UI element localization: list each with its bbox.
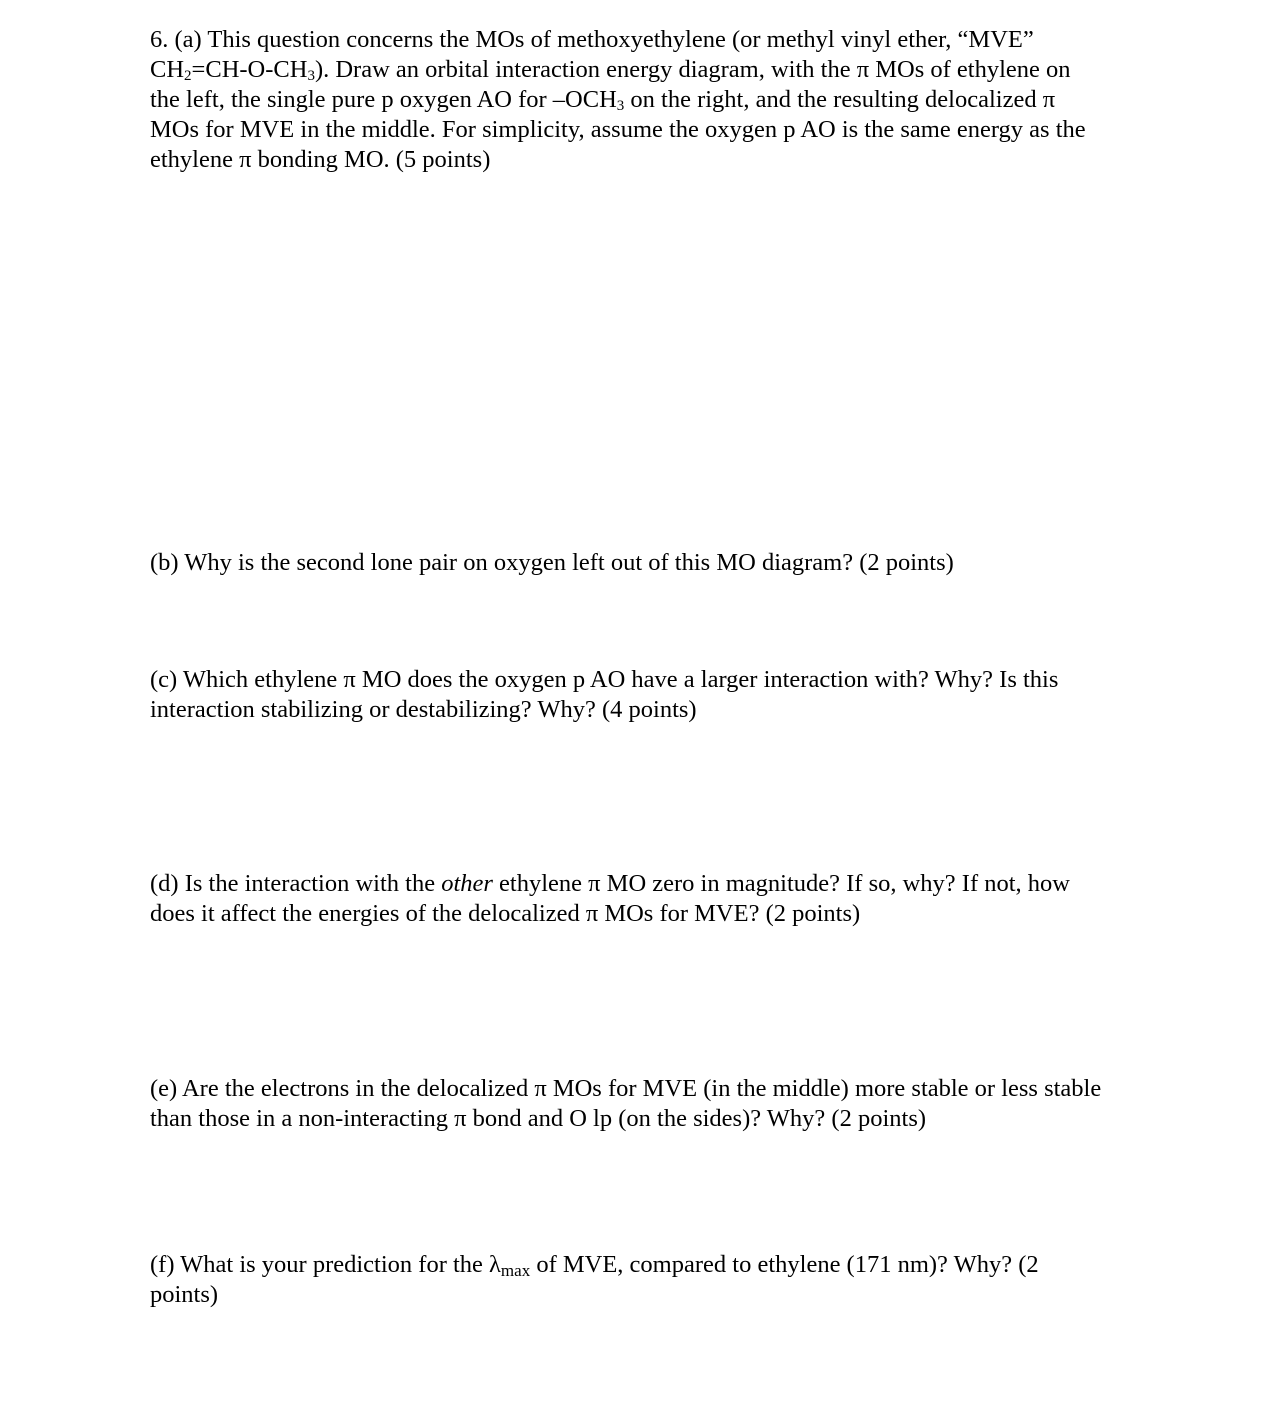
question-6f-line-1: (f) What is your prediction for the $\lambda_{max}$ of MVE, compared to ethylene (171 nm)? Why? (2 [150, 1251, 1039, 1280]
emphasis-other: other [441, 870, 493, 897]
question-6c-line-1: (c) Which ethylene π MO does the oxygen p AO have a larger interaction with? Why? Is this [150, 666, 1059, 693]
question-6a-line-1: 6. (a) This question concerns the MOs of methoxyethylene (or methyl vinyl ether, “MVE” [150, 26, 1034, 53]
question-6e-line-1: (e) Are the electrons in the delocalized π MOs for MVE (in the middle) more stable or less stable [150, 1075, 1102, 1102]
question-6a [150, 25, 1140, 175]
question-6a-line-5: ethylene π bonding MO. (5 points) [150, 146, 491, 173]
question-6f-line-2: points) [150, 1281, 219, 1308]
question-6d-line-1: (d) Is the interaction with the other ethylene π MO zero in magnitude? If so, why? If not, how [150, 870, 1070, 897]
question-6b-line-1: (b) Why is the second lone pair on oxygen left out of this MO diagram? (2 points) [150, 549, 954, 576]
question-6b [150, 548, 1140, 578]
question-6e [150, 1074, 1140, 1134]
question-6a-line-2: $CH_2=CH-O-CH_3$). Draw an orbital interaction energy diagram, with the π MOs of ethylene on [150, 56, 1071, 84]
formula-mve: $CH_2=CH-O-CH_3$ [150, 56, 315, 84]
question-6c-line-2: interaction stabilizing or destabilizing? Why? (4 points) [150, 696, 697, 723]
question-6d [150, 869, 1140, 929]
question-6a-line-3: the left, the single pure p oxygen AO for $-OCH_3$ on the right, and the resulting delocalized π [150, 86, 1056, 114]
question-6d-line-2: does it affect the energies of the delocalized π MOs for MVE? (2 points) [150, 900, 861, 927]
question-6c [150, 665, 1140, 725]
question-number: 6. [150, 26, 169, 53]
question-6e-line-2: than those in a non-interacting π bond and O lp (on the sides)? Why? (2 points) [150, 1105, 927, 1132]
question-6f [150, 1250, 1140, 1310]
question-6a-line-4: MOs for MVE in the middle. For simplicity, assume the oxygen p AO is the same energy as the [150, 116, 1086, 143]
